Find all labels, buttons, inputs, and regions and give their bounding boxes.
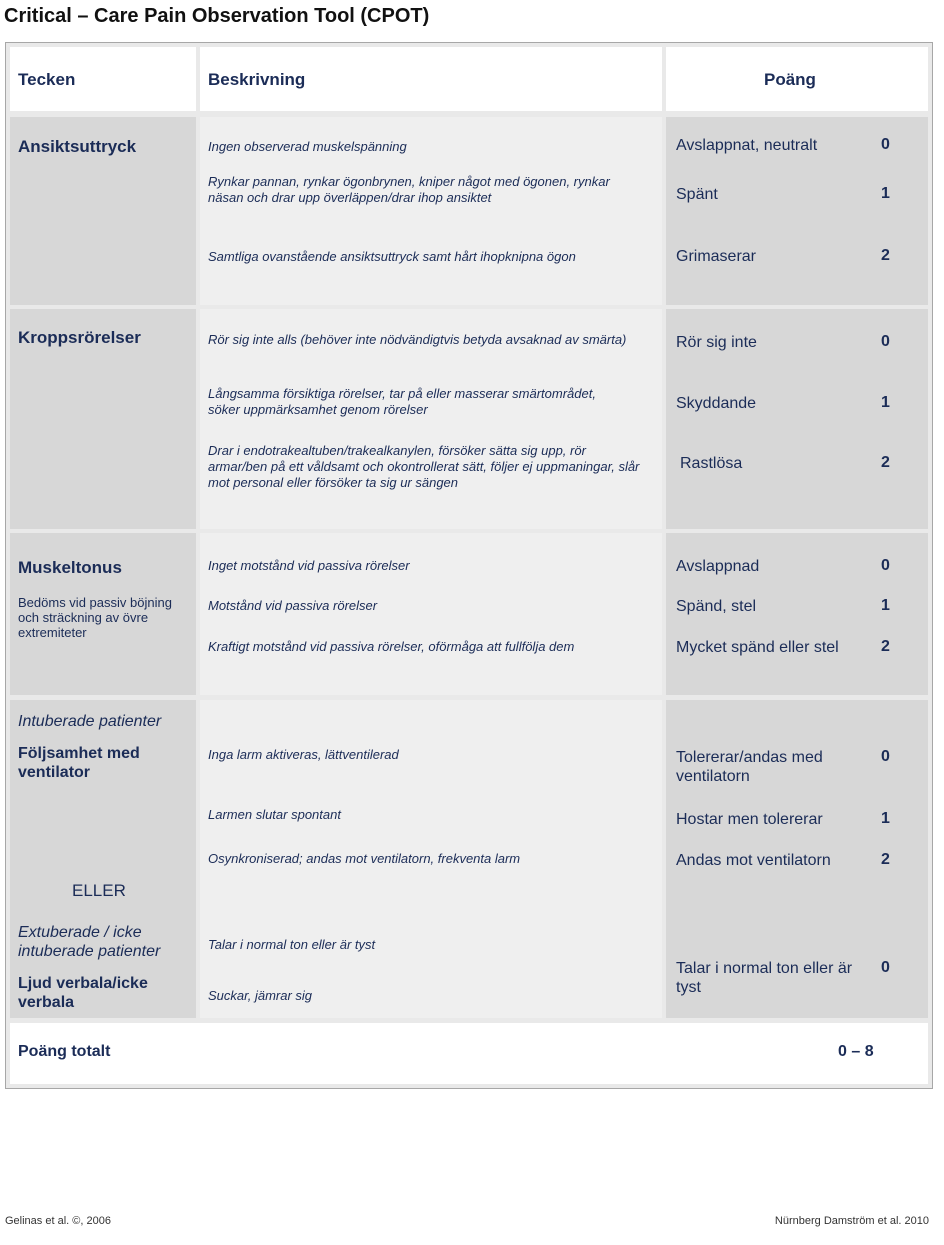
sign-sublabel: Bedöms vid passiv böjning och sträckning av övre extremiteter bbox=[18, 595, 172, 640]
score-value: 2 bbox=[881, 454, 890, 471]
score-value: 2 bbox=[881, 638, 890, 655]
score-label: Talar i normal ton eller är tyst bbox=[676, 960, 853, 996]
score-value: 2 bbox=[881, 851, 890, 868]
section-muskeltonus-sign bbox=[10, 533, 196, 695]
score-label: Grimaserar bbox=[676, 248, 757, 265]
section-ansiktsuttryck-desc bbox=[200, 117, 662, 305]
score-label: Hostar men tolererar bbox=[676, 811, 823, 828]
score-label: Tolererar/andas med ventilatorn bbox=[676, 749, 823, 785]
score-label: Rastlösa bbox=[680, 455, 743, 472]
score-label: Skyddande bbox=[676, 395, 757, 412]
sign-label: Muskeltonus bbox=[18, 558, 122, 577]
description: Inga larm aktiveras, lättventilerad bbox=[208, 747, 399, 762]
header-cell-poang bbox=[666, 47, 928, 111]
description: Osynkroniserad; andas mot ventilatorn, frekventa larm bbox=[208, 851, 521, 866]
group-extuberade: Extuberade / icke intuberade patienter bbox=[18, 924, 161, 960]
section-kroppsrorelser-score bbox=[666, 309, 928, 529]
section-ventilator-score bbox=[666, 700, 928, 1018]
description: Ingen observerad muskelspänning bbox=[208, 139, 407, 154]
section-ansiktsuttryck-sign bbox=[10, 117, 196, 305]
footer-right: Nürnberg Damström et al. 2010 bbox=[774, 1215, 929, 1227]
sign-label: Ljud verbala/icke verbala bbox=[18, 975, 148, 1011]
score-label: Avslappnad bbox=[676, 558, 760, 575]
total-label: Poäng totalt bbox=[18, 1043, 111, 1060]
score-label: Avslappnat, neutralt bbox=[676, 137, 818, 154]
section-ventilator-sign bbox=[10, 700, 196, 1018]
score-value: 0 bbox=[881, 748, 890, 765]
description: Samtliga ovanstående ansiktsuttryck samt hårt ihopknipna ögon bbox=[208, 249, 576, 264]
sign-label: Följsamhet med ventilator bbox=[18, 745, 140, 781]
sign-label: Kroppsrörelser bbox=[18, 328, 141, 347]
score-value: 1 bbox=[881, 810, 890, 827]
description: Suckar, jämrar sig bbox=[208, 988, 313, 1003]
score-label: Mycket spänd eller stel bbox=[676, 639, 839, 656]
description: Motstånd vid passiva rörelser bbox=[208, 598, 378, 613]
page-title: Critical – Care Pain Observation Tool (CPOT) bbox=[4, 5, 430, 27]
score-value: 0 bbox=[881, 333, 890, 350]
section-ventilator-desc bbox=[200, 700, 662, 1018]
description: Inget motstånd vid passiva rörelser bbox=[208, 558, 410, 573]
section-muskeltonus-desc bbox=[200, 533, 662, 695]
header-cell-tecken bbox=[10, 47, 196, 111]
score-value: 0 bbox=[881, 557, 890, 574]
header-beskrivning: Beskrivning bbox=[208, 70, 306, 89]
score-value: 1 bbox=[881, 394, 890, 411]
sign-label: Ansiktsuttryck bbox=[18, 137, 137, 156]
description: Drar i endotrakealtuben/trakealkanylen, försöker sätta sig upp, rör armar/ben på ett våldsamt och okontrollerat sätt, följer ej uppmaningar, slår mot personal eller försöker ta sig ur sängen bbox=[208, 443, 640, 490]
score-value: 2 bbox=[881, 247, 890, 264]
description: Rynkar pannan, rynkar ögonbrynen, kniper något med ögonen, rynkar näsan och drar upp överläppen/drar ihop ansiktet bbox=[208, 174, 610, 205]
score-label: Spänd, stel bbox=[676, 598, 757, 615]
section-muskeltonus-score bbox=[666, 533, 928, 695]
score-value: 0 bbox=[881, 959, 890, 976]
description: Talar i normal ton eller är tyst bbox=[208, 937, 376, 952]
section-kroppsrorelser-sign bbox=[10, 309, 196, 529]
section-kroppsrorelser-desc bbox=[200, 309, 662, 529]
description: Rör sig inte alls (behöver inte nödvändigtvis betyda avsaknad av smärta) bbox=[208, 332, 627, 347]
description: Kraftigt motstånd vid passiva rörelser, oförmåga att fullfölja dem bbox=[208, 639, 575, 654]
score-label: Andas mot ventilatorn bbox=[676, 852, 831, 869]
total-row bbox=[10, 1023, 928, 1084]
score-label: Spänt bbox=[676, 186, 718, 203]
description: Larmen slutar spontant bbox=[208, 807, 341, 822]
footer-left: Gelinas et al. ©, 2006 bbox=[5, 1215, 111, 1227]
header-tecken: Tecken bbox=[18, 70, 76, 89]
group-intuberade: Intuberade patienter bbox=[18, 713, 162, 730]
score-value: 1 bbox=[881, 185, 890, 202]
score-value: 0 bbox=[881, 136, 890, 153]
section-ansiktsuttryck-score bbox=[666, 117, 928, 305]
total-range: 0 – 8 bbox=[838, 1043, 874, 1060]
header-cell-beskrivning bbox=[200, 47, 662, 111]
or-label: ELLER bbox=[72, 881, 126, 900]
description: Långsamma försiktiga rörelser, tar på eller masserar smärtområdet, söker uppmärksamhet genom rörelser bbox=[208, 386, 596, 417]
header-poang: Poäng bbox=[764, 70, 816, 89]
score-value: 1 bbox=[881, 597, 890, 614]
score-label: Rör sig inte bbox=[676, 334, 757, 351]
